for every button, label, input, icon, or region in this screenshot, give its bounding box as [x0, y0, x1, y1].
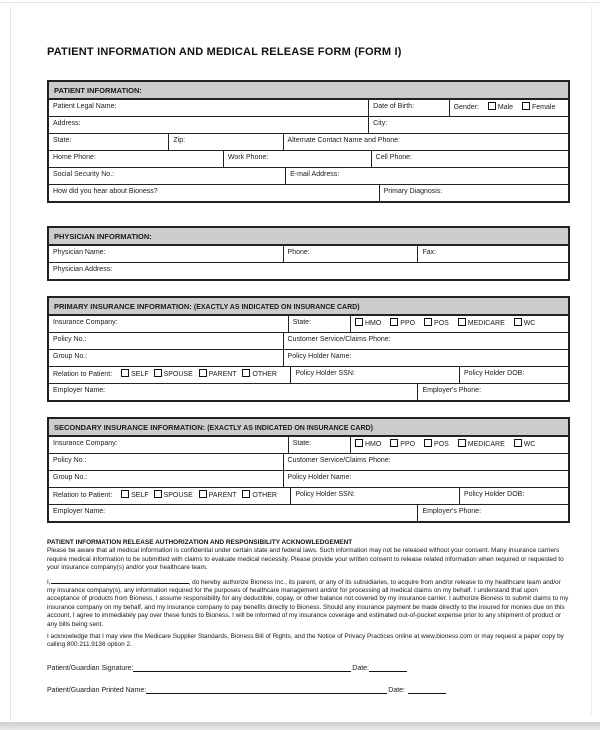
field-label: Social Security No.: [53, 171, 115, 178]
table-row [49, 150, 568, 167]
field-label: Employer's Phone: [422, 387, 482, 394]
field-insurance-state[interactable] [288, 316, 350, 332]
table-row [49, 332, 568, 349]
field-label: Policy No.: [53, 457, 87, 464]
checkbox-label: MEDICARE [467, 441, 505, 448]
gender-male-option [488, 104, 513, 111]
checkbox-label: PPO [400, 441, 416, 448]
date-line[interactable] [369, 663, 407, 672]
field-policy-no[interactable] [49, 454, 283, 470]
field-physician-phone[interactable] [283, 246, 418, 262]
printed-name-label: Patient/Guardian Printed Name: [47, 686, 147, 694]
field-label: Relation to Patient: [53, 492, 113, 499]
relation-option [121, 371, 149, 378]
field-label: Physician Address: [53, 266, 113, 273]
table-row [49, 167, 568, 184]
field-employer-name[interactable] [49, 384, 417, 400]
checkbox-ppo[interactable] [390, 318, 398, 326]
field-employer-name[interactable] [49, 505, 417, 521]
field-group-no[interactable] [49, 471, 283, 487]
plan-option [355, 441, 381, 448]
field-claims-phone[interactable] [283, 454, 568, 470]
checkbox-label: SPOUSE [163, 371, 193, 378]
checkbox-hmo[interactable] [355, 318, 363, 326]
field-label: Insurance Company: [53, 440, 118, 447]
name-blank-line[interactable] [51, 577, 189, 584]
table-row [49, 504, 568, 521]
field-label: Policy Holder DOB: [464, 491, 525, 498]
field-relation-to-patient [49, 367, 290, 383]
checkbox-label: SPOUSE [163, 492, 193, 499]
field-label: Patient Legal Name: [53, 103, 117, 110]
checkbox-medicare[interactable] [458, 439, 466, 447]
section-header-note: (EXACTLY AS INDICATED ON INSURANCE CARD) [193, 304, 360, 311]
field-label: City: [373, 120, 388, 127]
checkbox-label: MEDICARE [467, 320, 505, 327]
field-city[interactable] [368, 117, 568, 133]
checkbox-label: SELF [131, 371, 149, 378]
checkbox-label: HMO [365, 320, 382, 327]
scan-edge-bottom [0, 722, 600, 730]
field-label: Insurance Company: [53, 319, 118, 326]
field-employer-phone[interactable] [417, 384, 568, 400]
physician-section-header: PHYSICIAN INFORMATION: [49, 228, 568, 245]
checkbox-male[interactable] [488, 102, 496, 110]
field-plan-type [350, 316, 568, 332]
checkbox-wc[interactable] [514, 439, 522, 447]
section-header-text: SECONDARY INSURANCE INFORMATION: [54, 423, 206, 432]
field-email[interactable] [285, 168, 568, 184]
primary-insurance-header [49, 298, 568, 315]
field-insurance-state[interactable] [288, 437, 350, 453]
field-policy-holder-name[interactable] [283, 471, 568, 487]
field-label: Phone: [287, 249, 310, 256]
field-physician-name[interactable] [49, 246, 283, 262]
table-row [49, 133, 568, 150]
authorize-prefix: I, [47, 578, 51, 586]
field-label: Gender: [453, 104, 479, 111]
signature-label: Patient/Guardian Signature: [47, 664, 134, 672]
plan-option [514, 441, 536, 448]
checkbox-other[interactable] [242, 369, 250, 377]
field-label: Employer Name: [53, 508, 106, 515]
field-label: Policy No.: [53, 336, 87, 343]
checkbox-label: POS [434, 320, 449, 327]
checkbox-label: PARENT [208, 371, 237, 378]
gender-female-option [522, 104, 555, 111]
field-label: Home Phone: [53, 154, 96, 161]
signature-line[interactable] [133, 663, 351, 672]
field-label: Policy Holder DOB: [464, 370, 525, 377]
patient-information-table [47, 80, 570, 203]
checkbox-self[interactable] [121, 490, 129, 498]
table-row [49, 487, 568, 504]
scan-edge-right [591, 6, 592, 716]
field-label: Cell Phone: [375, 154, 412, 161]
field-home-phone[interactable] [49, 151, 223, 167]
signature-row [47, 663, 407, 672]
checkbox-spouse[interactable] [154, 490, 162, 498]
field-gender [449, 100, 568, 116]
field-state[interactable] [49, 134, 168, 150]
date-label: Date: [388, 686, 405, 694]
release-paragraph-3: I acknowledge that I may view the Medicare Supplier Standards, Bioness Bill of Rights, and the Notice of Privacy Practices online at www.bioness.com or may request a paper copy by calling 800.211.9136 option 2. [47, 633, 564, 649]
field-label: How did you hear about Bioness? [53, 188, 158, 195]
field-primary-diagnosis[interactable] [379, 185, 568, 201]
checkbox-label: Male [497, 104, 514, 111]
release-paragraph-2 [47, 577, 570, 629]
field-label: Policy Holder SSN: [295, 491, 355, 498]
table-row [49, 184, 568, 201]
secondary-insurance-table [47, 417, 570, 523]
plan-option [355, 320, 381, 327]
field-label: Policy Holder SSN: [295, 370, 355, 377]
checkbox-label: OTHER [252, 371, 277, 378]
checkbox-pos[interactable] [424, 439, 432, 447]
relation-option [242, 492, 277, 499]
checkbox-label: POS [434, 441, 449, 448]
checkbox-label: OTHER [252, 492, 277, 499]
field-claims-phone[interactable] [283, 333, 568, 349]
field-label: Physician Name: [53, 249, 106, 256]
checkbox-label: Female [532, 104, 556, 111]
field-label: Customer Service/Claims Phone: [287, 457, 391, 464]
table-row [49, 262, 568, 279]
field-policy-holder-ssn[interactable] [290, 488, 459, 504]
scan-edge-left [10, 6, 11, 722]
field-alternate-contact[interactable] [283, 134, 568, 150]
secondary-insurance-header [49, 419, 568, 436]
printed-name-row [47, 685, 446, 694]
checkbox-other[interactable] [242, 490, 250, 498]
release-heading: PATIENT INFORMATION RELEASE AUTHORIZATION AND RESPONSIBILITY ACKNOWLEDGEMENT [47, 539, 353, 546]
checkbox-parent[interactable] [199, 490, 207, 498]
checkbox-pos[interactable] [424, 318, 432, 326]
field-policy-holder-dob[interactable] [459, 367, 568, 383]
form-content [47, 0, 570, 694]
field-label: Employer Name: [53, 387, 106, 394]
table-row [49, 366, 568, 383]
field-label: State: [53, 137, 72, 144]
relation-option [154, 371, 193, 378]
plan-option [514, 320, 536, 327]
patient-section-header: PATIENT INFORMATION: [49, 82, 568, 99]
checkbox-ppo[interactable] [390, 439, 398, 447]
section-header-text: PRIMARY INSURANCE INFORMATION: [54, 302, 192, 311]
field-label: Primary Diagnosis: [383, 188, 443, 195]
table-row [49, 116, 568, 133]
date-line[interactable] [408, 685, 446, 694]
relation-option [242, 371, 277, 378]
authorize-text: , do hereby authorize Bioness Inc., its parent, or any of its subsidiaries, to acquire from and/or release to my healthcare team and/or my insurance company(s), any information required for the purposes of healthcare management and/or for processing all medical claims on my behalf. I understand that upon acceptance of products from Bioness, I assume responsibility for any deductible, copay, or other balance not covered by my insurance carrier. I authorize Bioness to submit claims to my insurance company on my behalf, and my insurance company to pay benefits directly to Bioness. Should any insurance payment be made directly to the insured for monies due on this account, I agree to immediately pay over these funds to Bioness. I will be informed of my insurance coverage and estimated out-of-pocket expense prior to any shipment of product or any bills being sent. [47, 578, 569, 628]
primary-insurance-table [47, 296, 570, 402]
physician-information-table [47, 226, 570, 281]
field-label: Policy Holder Name: [287, 474, 352, 481]
checkbox-female[interactable] [522, 102, 530, 110]
field-relation-to-patient [49, 488, 290, 504]
field-label: Employer's Phone: [422, 508, 482, 515]
checkbox-label: HMO [365, 441, 382, 448]
field-hear-about[interactable] [49, 185, 379, 201]
checkbox-parent[interactable] [199, 369, 207, 377]
field-label: Zip: [173, 137, 186, 144]
relation-option [199, 492, 237, 499]
field-policy-holder-dob[interactable] [459, 488, 568, 504]
plan-option [424, 441, 449, 448]
printed-name-line[interactable] [146, 685, 387, 694]
release-paragraph-1: Please be aware that all medical information is confidential under certain state and federal laws. Such information may not be released without your consent. Many insurance carriers require medical information to be submitted with claims to evaluate medical necessity. Please provide your written consent to release related information when required or requested to your insurance company(s) and/or your healthcare team. [47, 547, 564, 572]
checkbox-label: WC [523, 320, 536, 327]
field-label: Group No.: [53, 474, 88, 481]
field-zip[interactable] [168, 134, 282, 150]
field-label: Address: [53, 120, 81, 127]
plan-option [390, 441, 415, 448]
checkbox-label: WC [523, 441, 536, 448]
field-physician-fax[interactable] [417, 246, 568, 262]
checkbox-spouse[interactable] [154, 369, 162, 377]
field-employer-phone[interactable] [417, 505, 568, 521]
field-policy-no[interactable] [49, 333, 283, 349]
table-row [49, 453, 568, 470]
field-label: Date of Birth: [373, 103, 415, 110]
checkbox-medicare[interactable] [458, 318, 466, 326]
field-label: Relation to Patient: [53, 371, 113, 378]
relation-option [121, 492, 149, 499]
checkbox-label: PARENT [208, 492, 237, 499]
table-row [49, 315, 568, 332]
field-label: Customer Service/Claims Phone: [287, 336, 391, 343]
page-title: PATIENT INFORMATION AND MEDICAL RELEASE FORM (FORM I) [47, 46, 402, 58]
field-group-no[interactable] [49, 350, 283, 366]
field-label: Group No.: [53, 353, 88, 360]
field-label: Policy Holder Name: [287, 353, 352, 360]
table-row [49, 99, 568, 116]
plan-option [458, 320, 505, 327]
relation-option [199, 371, 237, 378]
table-row [49, 245, 568, 262]
section-header-note: (EXACTLY AS INDICATED ON INSURANCE CARD) [207, 425, 373, 432]
field-physician-address[interactable] [49, 263, 568, 279]
table-row [49, 470, 568, 487]
field-cell-phone[interactable] [371, 151, 568, 167]
field-label: State: [292, 319, 312, 326]
field-address[interactable] [49, 117, 368, 133]
plan-option [458, 441, 505, 448]
field-label: Work Phone: [227, 154, 269, 161]
plan-option [390, 320, 415, 327]
date-label: Date: [352, 664, 369, 672]
field-label: Alternate Contact Name and Phone: [287, 137, 400, 144]
field-date-of-birth[interactable] [368, 100, 448, 116]
field-work-phone[interactable] [223, 151, 371, 167]
checkbox-label: SELF [131, 492, 149, 499]
field-label: E-mail Address: [290, 171, 340, 178]
field-insurance-company[interactable] [49, 437, 288, 453]
checkbox-hmo[interactable] [355, 439, 363, 447]
field-patient-legal-name[interactable] [49, 100, 368, 116]
field-label: Fax: [422, 249, 437, 256]
table-row [49, 383, 568, 400]
field-label: State: [292, 440, 312, 447]
relation-option [154, 492, 193, 499]
checkbox-self[interactable] [121, 369, 129, 377]
table-row [49, 349, 568, 366]
field-policy-holder-name[interactable] [283, 350, 568, 366]
checkbox-wc[interactable] [514, 318, 522, 326]
table-row [49, 436, 568, 453]
field-insurance-company[interactable] [49, 316, 288, 332]
field-policy-holder-ssn[interactable] [290, 367, 459, 383]
field-plan-type [350, 437, 568, 453]
checkbox-label: PPO [400, 320, 416, 327]
field-ssn[interactable] [49, 168, 285, 184]
plan-option [424, 320, 449, 327]
release-authorization-section [47, 539, 570, 650]
